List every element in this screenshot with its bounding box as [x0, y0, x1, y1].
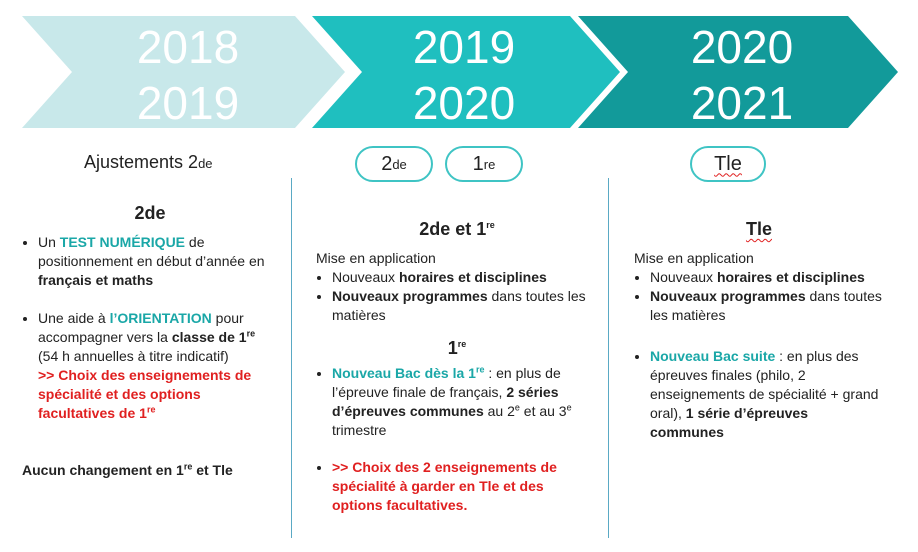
col2-list2	[316, 364, 598, 515]
pill-tle-text: Tle	[714, 152, 742, 175]
col3-list	[634, 268, 884, 325]
col1-subtitle	[84, 152, 213, 173]
col1-subtitle-text: Ajustements 2	[84, 152, 199, 172]
col1-subtitle-small: de	[198, 156, 213, 171]
col1-list	[22, 233, 278, 423]
year-end-3: 2021	[690, 77, 794, 129]
col1-heading: 2de	[134, 203, 166, 223]
pill-2de	[355, 146, 433, 182]
pill-1re-big: 1	[472, 152, 484, 175]
pill-1re	[445, 146, 523, 182]
col1-content	[22, 204, 278, 480]
col2-content	[316, 220, 598, 515]
year-start-1: 2018	[136, 21, 240, 73]
year-start-2: 2019	[412, 21, 516, 73]
divider-2	[608, 178, 609, 538]
col2-item-bac: • Nouveau Bac dès la 1re : en plus de l’épreuve finale de français, 2 séries d’épreuves communes au 2e et au 3e trimestre	[332, 364, 598, 440]
year-end-2: 2020	[412, 77, 516, 129]
year-start-3: 2020	[690, 21, 794, 73]
col3-item-programmes: • Nouveaux programmes dans toutes les matières	[650, 287, 884, 325]
pill-2de-small: de	[392, 156, 407, 172]
col2-list	[316, 268, 598, 325]
col2-item-programmes: • Nouveaux programmes dans toutes les matières	[332, 287, 598, 325]
col3-intro: Mise en application	[634, 250, 754, 266]
divider-1	[291, 178, 292, 538]
col2-intro: Mise en application	[316, 250, 436, 266]
col2-heading: 2de et 1re	[419, 219, 495, 239]
col1-footer: Aucun changement en 1re et Tle	[22, 461, 233, 478]
col3-heading: Tle	[745, 219, 772, 239]
year-end-1: 2019	[136, 77, 240, 129]
col2-item-horaires: • Nouveaux horaires et disciplines	[332, 268, 598, 287]
col1-item-test: • Un TEST NUMÉRIQUE de positionnement en début d’année en français et maths	[38, 233, 278, 290]
pill-1re-small: re	[483, 156, 496, 172]
col2-item-choix: • >> Choix des 2 enseignements de spécialité à garder en Tle et des options facultatives.	[332, 458, 598, 515]
pill-tle	[690, 146, 766, 182]
col3-list2	[634, 347, 884, 442]
col2-heading2: 1re	[447, 338, 467, 358]
col3-item-horaires: • Nouveaux horaires et disciplines	[650, 268, 884, 287]
col3-content	[634, 220, 884, 442]
pill-2de-big: 2	[381, 152, 393, 175]
col3-item-bac: • Nouveau Bac suite : en plus des épreuves finales (philo, 2 enseignements de spécialité + grand oral), 1 série d’épreuves communes	[650, 347, 884, 442]
col1-item-orientation: • Une aide à l’ORIENTATION pour accompagner vers la classe de 1re (54 h annuelles à titre indicatif) >> Choix des enseignements de spécialité et des options facultatives de 1re	[38, 309, 278, 423]
